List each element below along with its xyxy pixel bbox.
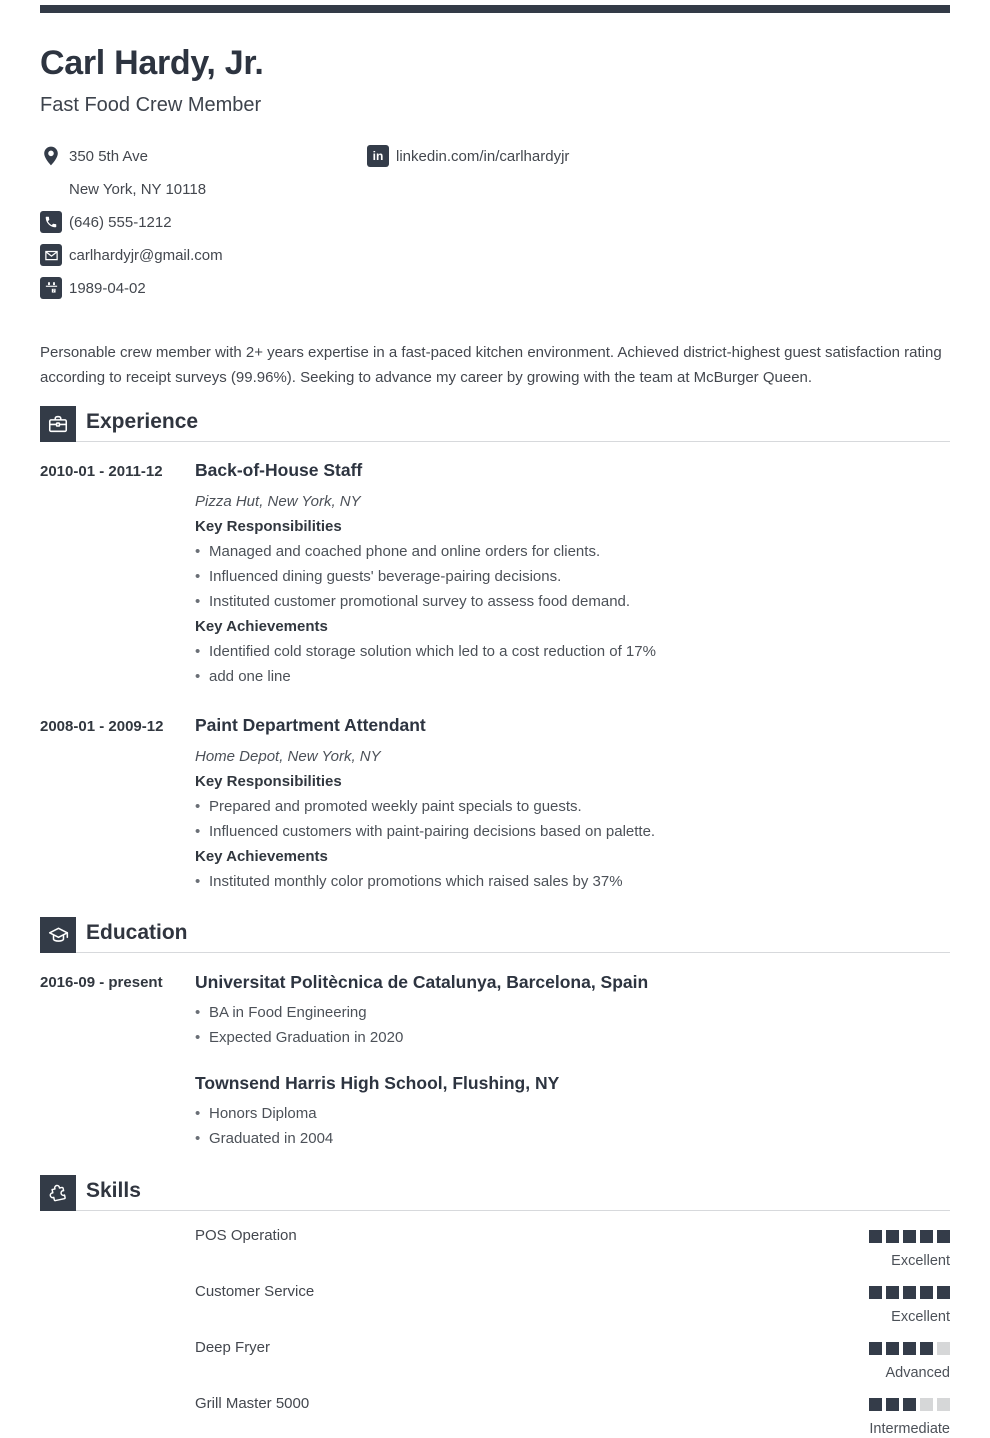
envelope-icon [40,244,62,266]
contact-section [40,144,950,309]
skill-row [40,1227,950,1270]
experience-entry [40,460,950,689]
achievements-list [195,639,950,689]
professional-summary: Personable crew member with 2+ years expertise in a fast-paced kitchen environment. Achieved district-highest guest satisfaction rating according to receipt surveys (99.96%). Seeking to advance my career by growing with the team at McBurger Queen. [40,344,942,386]
contact-email [40,243,367,268]
rating-square [937,1342,950,1355]
skill-rating-squares [869,1342,950,1355]
education-section-header [40,917,950,953]
achievements-heading: Key Achievements [195,848,328,865]
rating-square [920,1286,933,1299]
rating-square [920,1342,933,1355]
education-bullets [195,1101,950,1151]
skill-level-label: Intermediate [869,1421,950,1437]
responsibilities-heading: Key Responsibilities [195,518,342,535]
education-entry [40,971,950,1151]
job-dates: 2010-01 - 2011-12 [40,463,163,480]
contact-email-value[interactable]: carlhardyjr@gmail.com [69,247,223,264]
rating-square [903,1230,916,1243]
job-dates: 2008-01 - 2009-12 [40,718,164,735]
job-title: Back-of-House Staff [195,460,363,480]
skill-row [40,1395,950,1438]
list-item: • Expected Graduation in 2020 [195,1025,950,1050]
briefcase-icon [40,406,76,442]
skill-level-label: Advanced [885,1365,950,1381]
contact-column-right [367,144,569,309]
contact-linkedin [367,144,569,169]
location-pin-icon [40,145,62,167]
contact-phone-value: (646) 555-1212 [69,214,172,231]
school-name: Townsend Harris High School, Flushing, NY [195,1073,560,1093]
skill-row [40,1283,950,1326]
rating-square [937,1286,950,1299]
linkedin-icon: in [367,145,389,167]
skill-row [40,1339,950,1382]
rating-square [869,1286,882,1299]
skill-name: Grill Master 5000 [195,1395,310,1412]
skill-rating-squares [869,1230,950,1243]
contact-phone [40,210,367,235]
experience-entry [40,715,950,894]
skill-rating-squares [869,1286,950,1299]
list-item: • Prepared and promoted weekly paint specials to guests. [195,794,950,819]
skills-section-title: Skills [86,1179,141,1202]
skill-level-label: Excellent [891,1309,950,1325]
job-title: Paint Department Attendant [195,715,426,735]
rating-square [886,1286,899,1299]
rating-square [920,1398,933,1411]
rating-square [920,1230,933,1243]
candidate-job-title: Fast Food Crew Member [40,94,262,116]
list-item: • Influenced dining guests' beverage-pairing decisions. [195,564,950,589]
achievements-heading: Key Achievements [195,618,328,635]
skill-level-label: Excellent [891,1253,950,1269]
school-name: Universitat Politècnica de Catalunya, Barcelona, Spain [195,972,649,992]
list-item: • Instituted monthly color promotions which raised sales by 37% [195,869,950,894]
rating-square [886,1342,899,1355]
responsibilities-list [195,794,950,844]
rating-square [886,1398,899,1411]
achievements-list [195,869,950,894]
rating-square [903,1342,916,1355]
rating-square [869,1398,882,1411]
contact-address [40,144,367,169]
skill-name: Customer Service [195,1283,315,1300]
skill-rating-squares [869,1398,950,1411]
skill-name: POS Operation [195,1227,297,1244]
list-item: • BA in Food Engineering [195,1000,950,1025]
education-bullets [195,1000,950,1050]
contact-birthdate-value: 1989-04-02 [69,280,146,297]
rating-square [886,1230,899,1243]
phone-icon [40,211,62,233]
rating-square [937,1230,950,1243]
job-company: Home Depot, New York, NY [195,748,381,765]
rating-square [937,1398,950,1411]
candidate-name: Carl Hardy, Jr. [40,44,264,82]
education-section-title: Education [86,921,188,944]
rating-square [903,1398,916,1411]
list-item: • Honors Diploma [195,1101,950,1126]
contact-column-left [40,144,367,309]
education-dates: 2016-09 - present [40,974,163,991]
rating-square [903,1286,916,1299]
rating-square [869,1230,882,1243]
contact-birthdate [40,276,367,301]
list-item: • Influenced customers with paint-pairing decisions based on palette. [195,819,950,844]
calendar-icon [40,277,62,299]
list-item: • Graduated in 2004 [195,1126,950,1151]
puzzle-piece-icon [40,1175,76,1211]
skills-section-header [40,1175,950,1211]
list-item: • Managed and coached phone and online orders for clients. [195,539,950,564]
job-company: Pizza Hut, New York, NY [195,493,361,510]
contact-address-line2: New York, NY 10118 [69,181,207,198]
experience-section-title: Experience [86,410,199,433]
responsibilities-list [195,539,950,614]
resume-page [0,5,990,1437]
skill-name: Deep Fryer [195,1339,271,1356]
list-item: • Identified cold storage solution which led to a cost reduction of 17% [195,639,950,664]
experience-section-header [40,406,950,442]
contact-linkedin-value[interactable]: linkedin.com/in/carlhardyjr [396,148,570,165]
top-accent-bar [40,5,950,13]
responsibilities-heading: Key Responsibilities [195,773,342,790]
contact-address-line1: 350 5th Ave [69,148,148,165]
graduation-cap-icon [40,917,76,953]
list-item: • add one line [195,664,950,689]
list-item: • Instituted customer promotional survey to assess food demand. [195,589,950,614]
rating-square [869,1342,882,1355]
svg-text:7: 7 [52,288,55,293]
skills-list [40,1227,950,1438]
